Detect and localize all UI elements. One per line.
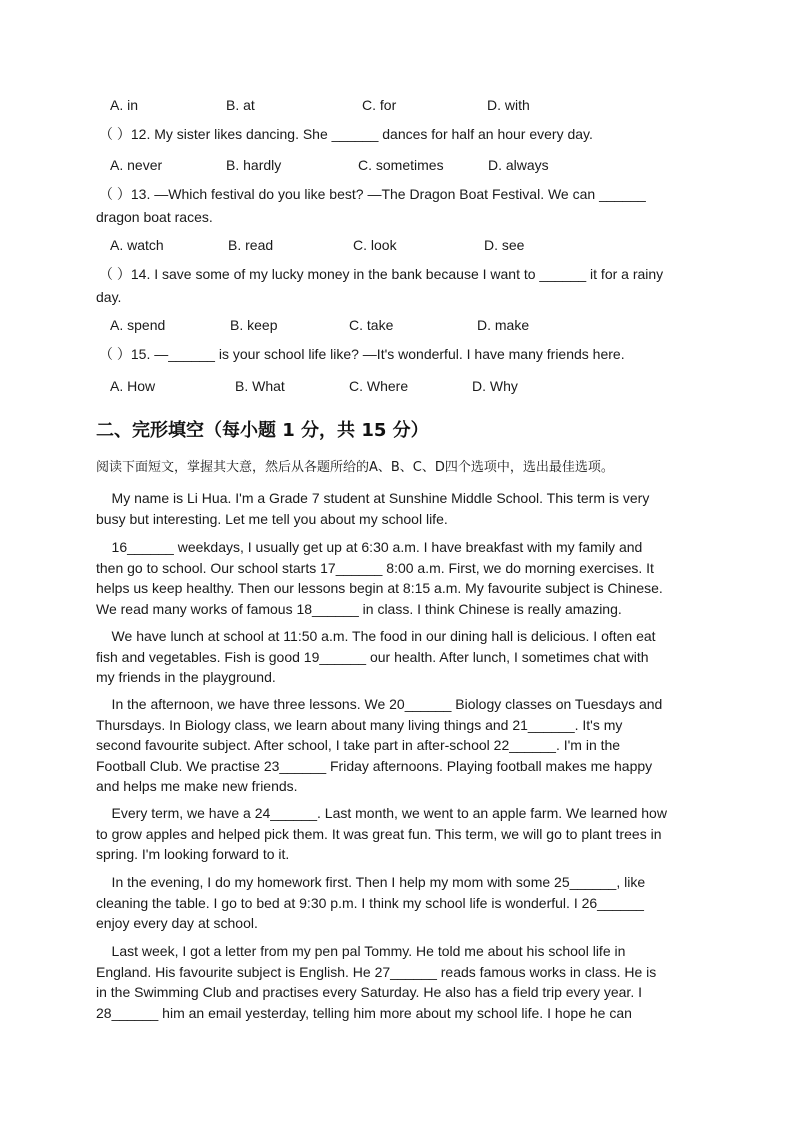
section-instruction: 阅读下面短文，掌握其大意，然后从各题所给的A、B、C、D四个选项中，选出最佳选项。	[96, 460, 614, 475]
q14-option-b: B. keep	[230, 317, 278, 333]
section-heading: 二、完形填空（每小题 1 分，共 15 分）	[96, 420, 429, 441]
q14-stem-continued: day.	[96, 289, 122, 305]
q12-stem: （ ）12. My sister likes dancing. She ______ dances for half an hour every day.	[99, 126, 593, 142]
passage-line: spring. I'm looking forward to it.	[96, 846, 290, 862]
q15-stem: （ ）15. —______ is your school life like? —It's wonderful. I have many friends here.	[99, 346, 625, 362]
q15-option-a: A. How	[110, 378, 156, 394]
passage-paragraph-4	[96, 694, 700, 797]
q14-option-c: C. take	[349, 317, 394, 333]
q15-option-b: B. What	[235, 378, 285, 394]
passage-line: helps us keep healthy. Then our lessons begin at 8:15 a.m. My favourite subject is Chinese.	[96, 580, 663, 596]
q14-option-a: A. spend	[110, 317, 166, 333]
passage-line: second favourite subject. After school, I take part in after-school 22______. I'm in the	[96, 737, 621, 753]
passage-line: In the evening, I do my homework first. Then I help my mom with some 25______, like	[96, 874, 646, 890]
passage-line: 28______ him an email yesterday, telling him more about my school life. I hope he can	[96, 1004, 632, 1021]
q11-option-d: D. with	[487, 97, 530, 113]
passage-line: cleaning the table. I go to bed at 9:30 p.m. I think my school life is wonderful. I 26______	[96, 894, 644, 911]
passage-line: Last week, I got a letter from my pen pal Tommy. He told me about his school life in	[96, 943, 626, 959]
q13-option-b: B. read	[228, 237, 274, 253]
passage-line: We read many works of famous 18______ in class. I think Chinese is really amazing.	[96, 600, 622, 617]
q11-option-c: C. for	[362, 97, 397, 113]
passage-paragraph-5	[96, 803, 700, 865]
q13-option-d: D. see	[484, 237, 525, 253]
passage-paragraph-3	[96, 626, 700, 688]
passage-line: Football Club. We practise 23______ Friday afternoons. Playing football makes me happy	[96, 757, 653, 774]
passage-line: Every term, we have a 24______. Last month, we went to an apple farm. We learned how	[96, 805, 667, 821]
q13-option-c: C. look	[353, 237, 397, 253]
q12-option-d: D. always	[488, 157, 549, 173]
passage-line: fish and vegetables. Fish is good 19______ our health. After lunch, I sometimes chat with	[96, 648, 649, 665]
passage-line: Thursdays. In Biology class, we learn about many living things and 21______. It's my	[96, 716, 623, 733]
q14-option-d: D. make	[477, 317, 530, 333]
passage-line: in the Swimming Club and practises every Saturday. He also has a field trip every year. I	[96, 984, 642, 1000]
q13-option-a: A. watch	[110, 237, 164, 253]
passage-line: busy but interesting. Let me tell you about my school life.	[96, 510, 448, 527]
passage-line: then go to school. Our school starts 17______ 8:00 a.m. First, we do morning exercises. It	[96, 559, 654, 576]
q11-option-a: A. in	[110, 97, 139, 113]
passage-paragraph-6	[96, 872, 700, 934]
q13-stem-continued: dragon boat races.	[96, 209, 213, 225]
passage-line: We have lunch at school at 11:50 a.m. The food in our dining hall is delicious. I often eat	[96, 628, 656, 644]
q15-option-d: D. Why	[472, 378, 518, 394]
passage-line: and helps me make new friends.	[96, 778, 298, 794]
q12-option-b: B. hardly	[226, 157, 282, 173]
passage-line: In the afternoon, we have three lessons. We 20______ Biology classes on Tuesdays and	[96, 696, 663, 712]
q13-stem: （ ）13. —Which festival do you like best? —The Dragon Boat Festival. We can ______	[99, 186, 646, 202]
q14-stem: （ ）14. I save some of my lucky money in the bank because I want to ______ it for a rainy	[99, 266, 664, 282]
passage-line: My name is Li Hua. I'm a Grade 7 student at Sunshine Middle School. This term is very	[96, 490, 650, 506]
passage-paragraph-7	[96, 941, 700, 1023]
q15-option-c: C. Where	[349, 378, 409, 394]
passage-line: 16______ weekdays, I usually get up at 6:30 a.m. I have breakfast with my family and	[96, 539, 643, 555]
passage-line: to grow apples and helped pick them. It was great fun. This term, we will go to plant trees in	[96, 825, 662, 842]
q12-option-c: C. sometimes	[358, 157, 444, 173]
passage-line: England. His favourite subject is English. He 27______ reads famous works in class. He is	[96, 963, 657, 980]
passage-line: my friends in the playground.	[96, 669, 276, 685]
passage-paragraph-1	[96, 488, 700, 529]
q12-option-a: A. never	[110, 157, 163, 173]
q11-option-b: B. at	[226, 97, 255, 113]
passage-line: enjoy every day at school.	[96, 915, 258, 931]
passage-paragraph-2	[96, 537, 700, 619]
